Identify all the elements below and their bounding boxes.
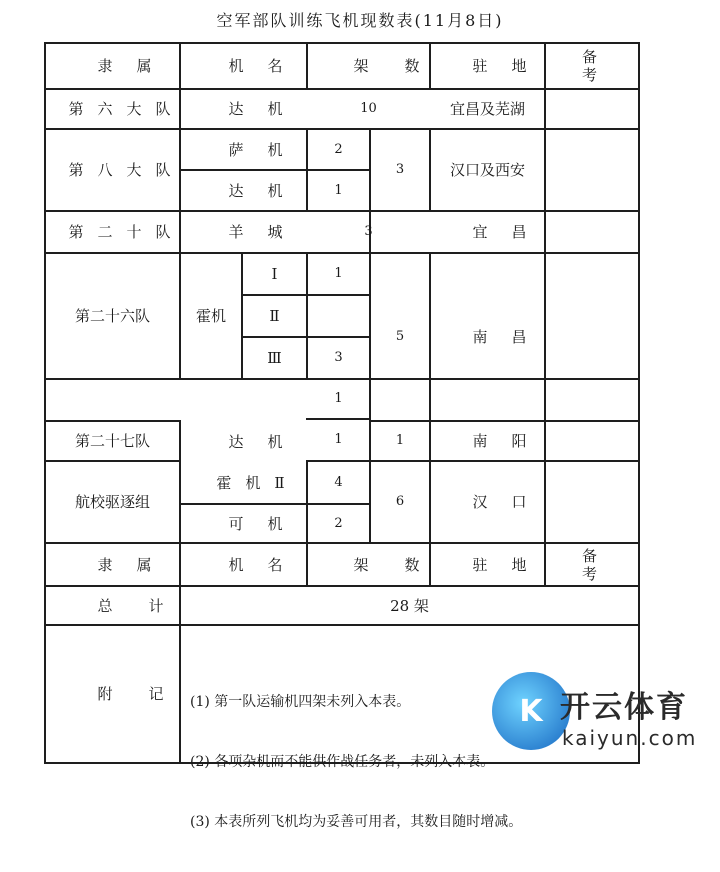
aircraft-count: 2 (334, 515, 343, 531)
unit-total: 5 (395, 329, 405, 345)
summary-value: 28 架 (390, 596, 429, 615)
header-affiliation: 隶属 (97, 57, 176, 75)
header-remarks: 备考 (582, 48, 634, 84)
header-aircraft: 机名 (228, 555, 307, 574)
unit-name: 第二十队 (68, 223, 185, 241)
aircraft-variant: Ⅱ (269, 307, 280, 325)
header-remarks: 备考 (582, 546, 634, 583)
rule (638, 42, 640, 764)
watermark (490, 668, 720, 774)
appendix-note: (2) 各项杂机而不能供作战任务者，未列入本表。 (190, 754, 495, 770)
unit-total: 1 (395, 433, 405, 449)
station-name: 汉口 (472, 493, 551, 511)
station-name: 南昌 (472, 328, 551, 346)
aircraft-count: 1 (334, 266, 343, 282)
aircraft-name: 达机 (228, 432, 307, 451)
header-station: 驻地 (472, 57, 551, 75)
unit-name: 第二十七队 (74, 432, 150, 450)
header-aircraft: 机名 (228, 57, 307, 75)
aircraft-count: 2 (334, 141, 343, 157)
aircraft-name: 可机 (228, 514, 307, 533)
header-affiliation: 隶属 (97, 555, 176, 574)
aircraft-count: 1 (334, 432, 343, 448)
aircraft-count: 10 (360, 101, 377, 117)
aircraft-count: 3 (364, 224, 373, 240)
appendix-note: (1) 第一队运输机四架未列入本表。 (190, 694, 411, 710)
header-count: 架数 (353, 57, 456, 75)
aircraft-variant: Ⅰ (271, 265, 278, 283)
header-station: 驻地 (472, 555, 551, 574)
aircraft-count: 1 (334, 182, 343, 198)
aircraft-name: 霍机Ⅱ (216, 473, 299, 492)
unit-name: 航校驱逐组 (74, 493, 150, 511)
header-count: 架数 (353, 555, 456, 574)
station-name: 南阳 (472, 432, 551, 450)
aircraft-variant: Ⅲ (267, 349, 282, 367)
aircraft-name: 达机 (228, 181, 307, 200)
summary-label: 总计 (97, 596, 200, 615)
table-title: 空军部队训练飞机现数表(11月8日) (216, 11, 504, 30)
aircraft-count: 4 (334, 474, 343, 490)
unit-total: 6 (395, 494, 405, 510)
unit-name: 第八大队 (68, 161, 185, 179)
appendix-note: (3) 本表所列飞机均为妥善可用者，其数目随时增减。 (190, 814, 523, 830)
unit-name: 第六大队 (68, 100, 185, 118)
aircraft-name: 萨机 (228, 140, 307, 159)
watermark-logo-icon: K (492, 672, 570, 750)
aircraft-name: 达机 (228, 100, 307, 118)
aircraft-table (44, 42, 640, 830)
watermark-url: kaiyun.com (562, 726, 698, 750)
appendix-label: 附记 (97, 685, 200, 703)
aircraft-group-name: 霍机 (195, 307, 226, 325)
station-name: 宜昌 (472, 223, 551, 241)
unit-name: 第二十六队 (74, 307, 150, 325)
aircraft-name: 羊城 (228, 223, 307, 241)
aircraft-count: 1 (334, 391, 343, 407)
aircraft-count: 3 (334, 350, 343, 366)
watermark-brand: 开云体育 (560, 690, 688, 725)
station-name: 宜昌及芜湖 (449, 100, 525, 118)
unit-total: 3 (395, 162, 405, 178)
station-name: 汉口及西安 (449, 161, 525, 179)
